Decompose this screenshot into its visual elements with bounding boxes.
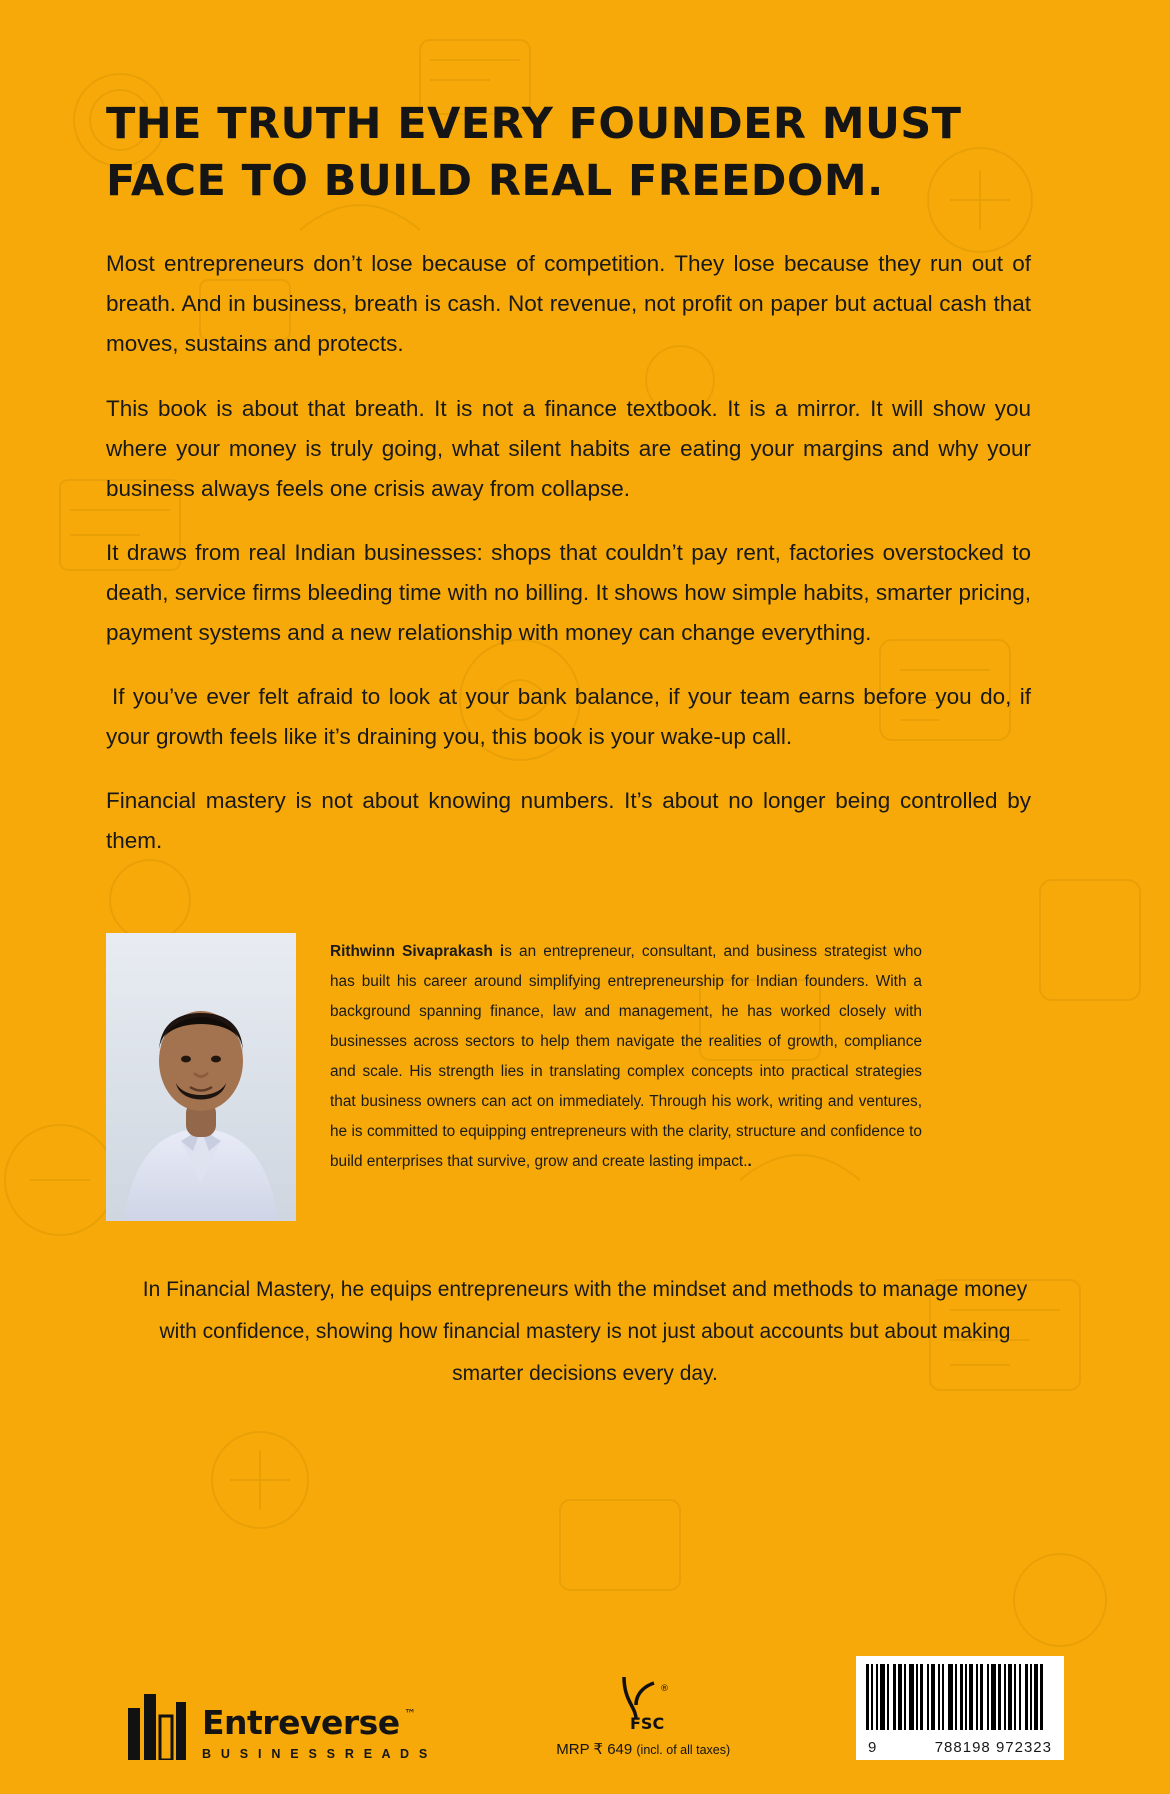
blurb-paragraph: Most entrepreneurs don’t lose because of competition. They lose because they run out of breath. And in business, breath is cash. Not revenue, not profit on paper but actual cash that moves, sustains and protects. [106, 251, 1031, 357]
price-note: (incl. of all taxes) [636, 1743, 731, 1757]
svg-text:®: ® [660, 1684, 670, 1694]
fsc-icon [610, 1671, 676, 1733]
blurb-paragraph: It draws from real Indian businesses: shops that couldn’t pay rent, factories overstocked to death, service firms bleeding time with no billing. It shows how simple habits, smarter pricing, payment systems and a new relationship with money can change everything. [106, 539, 1031, 645]
publisher-tagline: B U S I N E S S R E A D S [202, 1746, 431, 1761]
publisher-mark-icon [126, 1694, 188, 1760]
barcode-main-digits: 788198 972323 [934, 1739, 1052, 1756]
trademark-icon: ™ [404, 1706, 416, 1721]
barcode-digits [866, 1739, 1054, 1756]
author-name: Rithwinn Sivaprakash i [330, 942, 505, 960]
author-bio-text: s an entrepreneur, consultant, and business strategist who has built his career around simplifying entrepreneurship for Indian founders. With a background spanning finance, law and management, he has worked closely with businesses across sectors to help them navigate the realities of growth, compliance and scale. His strength lies in translating complex concepts into practical strategies that business owners can act on immediately. Through his work, writing and ventures, he is committed to equipping entrepreneurs with the clarity, structure and confidence to build enterprises that survive, grow and create lasting impact. [330, 942, 922, 1171]
cover-footer [0, 1656, 1170, 1760]
author-photo [106, 933, 296, 1221]
author-bio: Rithwinn Sivaprakash is an entrepreneur, consultant, and business strategist who has built his career around simplifying entrepreneurship for Indian founders. With a background spanning finance, law and management, he has worked closely with businesses across sectors to help them navigate the realities of growth, compliance and scale. His strength lies in translating complex concepts into practical strategies that business owners can act on immediately. Through his work, writing and ventures, he is committed to equipping entrepreneurs with the clarity, structure and confidence to build enterprises that survive, grow and create lasting impact.. [330, 942, 922, 1171]
blurb-paragraph: This book is about that breath. It is not a finance textbook. It is a mirror. It will show you where your money is truly going, what silent habits are eating your margins and why your business always feels one crisis away from collapse. [106, 395, 1031, 501]
blurb-paragraph: Financial mastery is not about knowing numbers. It’s about no longer being controlled by them. [106, 787, 1031, 853]
page-title: THE TRUTH EVERY FOUNDER MUST FACE TO BUILD REAL FREEDOM. [106, 99, 962, 207]
blurb-text [106, 244, 1064, 861]
publisher-name: Entreverse ™ [202, 1702, 416, 1742]
svg-text:FSC: FSC [630, 1714, 665, 1733]
fsc-block [556, 1671, 730, 1758]
publisher-text [202, 1702, 431, 1761]
closing-statement: In Financial Mastery, he equips entrepreneurs with the mindset and methods to manage money with confidence, showing how financial mastery is not just about accounts but about making smarter decisions every day. [142, 1277, 1028, 1385]
publisher-logo [126, 1694, 430, 1760]
price-label: MRP ₹ 649 (incl. of all taxes) [556, 1741, 731, 1758]
blurb-paragraph: If you’ve ever felt afraid to look at your bank balance, if your team earns before you do, if your growth feels like it’s draining you, this book is your wake-up call. [106, 683, 1031, 749]
author-section [106, 933, 1064, 1221]
barcode-left-digit: 9 [868, 1739, 878, 1756]
barcode [856, 1656, 1064, 1760]
barcode-bars [866, 1664, 1054, 1730]
portrait-illustration [106, 933, 296, 1221]
